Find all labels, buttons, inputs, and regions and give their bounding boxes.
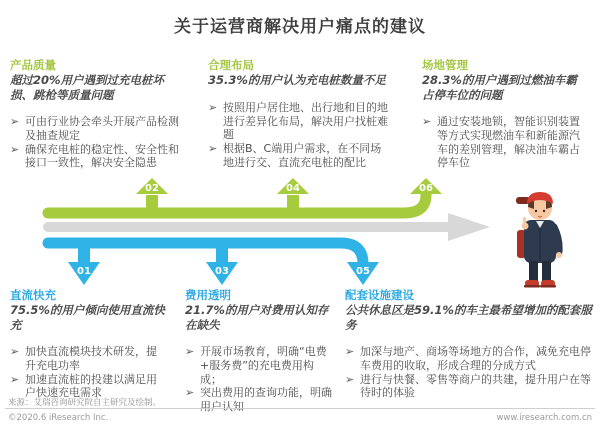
timeline-number-03: 03	[215, 266, 229, 277]
section-heading: 直流快充	[10, 288, 56, 302]
list-item-text: 加速直流桩的投建以满足用户快速充电需求	[25, 372, 157, 400]
section-heading: 场地管理	[422, 58, 468, 72]
copyright-text: ©2020.6 iResearch Inc.	[8, 413, 109, 423]
list-item	[185, 386, 335, 414]
section-stat: 35.3%的用户认为充电桩数量不足	[208, 73, 386, 88]
timeline-number-02: 02	[145, 183, 159, 194]
footer-divider	[5, 408, 595, 409]
section-product-quality	[10, 58, 180, 170]
page-title: 关于运营商解决用户痛点的建议	[174, 17, 426, 37]
arrow-bullet-icon: ➢	[185, 345, 195, 359]
person-leg	[529, 261, 538, 282]
person-eye	[543, 210, 545, 212]
list-item-text: 根据B、C端用户需求，在不同场地进行交、直流充电桩的配比	[223, 142, 382, 169]
gray-arrowhead	[448, 213, 490, 241]
section-stat: 公共休息区是59.1%的车主最希望增加的配套服务	[345, 303, 592, 332]
section-stat: 28.3%的用户遇到过燃油车霸占停车位的问题	[422, 73, 577, 102]
website-url: www.iresearch.com.cn	[496, 413, 592, 423]
list-item	[10, 143, 180, 171]
section-reasonable-layout	[208, 58, 392, 170]
section-site-management	[422, 58, 586, 170]
section-fee-transparency	[185, 288, 335, 414]
timeline-number-04: 04	[286, 183, 300, 194]
list-item	[208, 142, 392, 170]
green-bar	[48, 195, 426, 213]
list-item-text: 可由行业协会牵头开展产品检测及抽查规定	[25, 115, 179, 142]
timeline-number-01: 01	[77, 266, 91, 277]
list-item	[10, 345, 166, 373]
list-item-text: 通过安装地锁，智能识别装置等方式实现燃油车和新能源汽车的差别管理，解决油车霸占停车位	[437, 115, 580, 170]
person-leg	[542, 261, 551, 282]
list-item	[345, 345, 595, 373]
section-heading: 产品质量	[10, 58, 56, 72]
arrow-bullet-icon: ➢	[10, 115, 20, 129]
timeline-number-06: 06	[419, 183, 433, 194]
list-item-text: 按照用户居住地、出行地和目的地进行差异化布局，解决用户找桩难题	[223, 100, 388, 142]
arrow-bullet-icon: ➢	[10, 142, 20, 156]
list-item-text: 突出费用的查询功能，明确用户认知	[200, 386, 332, 414]
arrow-bullet-icon: ➢	[345, 372, 355, 386]
timeline-number-05: 05	[356, 266, 370, 277]
section-stat: 75.5%的用户倾向使用直流快充	[10, 303, 165, 332]
list-item	[185, 345, 335, 386]
list-item	[10, 115, 180, 143]
list-item-text: 加深与地产、商场等场地方的合作，减免充电停车费用的收取，形成合理的分成方式	[360, 345, 591, 372]
section-heading: 费用透明	[185, 288, 231, 302]
section-dc-fast-charging	[10, 288, 166, 400]
person-hand-right	[556, 252, 562, 258]
list-item	[208, 101, 392, 142]
arrow-bullet-icon: ➢	[208, 142, 218, 155]
section-supporting-facilities	[345, 288, 595, 400]
list-item-text: 确保充电桩的稳定性、安全性和接口一致性，解决安全隐患	[25, 142, 179, 170]
list-item-text: 加快直流模块技术研发，提升充电功率	[25, 345, 157, 372]
section-heading: 配套设施建设	[345, 288, 414, 302]
person-hand-left	[522, 223, 529, 230]
list-item	[345, 373, 595, 401]
list-item-text: 开展市场教育，明确“电费+服务费”的充电费用构成；	[200, 345, 327, 386]
source-note: 来源：艾瑞咨询研究院自主研究及绘制。	[8, 398, 162, 408]
section-stat: 超过20%用户遇到过充电桩坏损、跳枪等质量问题	[10, 73, 165, 102]
person-illustration	[516, 192, 562, 288]
list-item	[422, 115, 586, 170]
timeline-blue-track	[48, 243, 379, 285]
list-item-text: 进行与快餐、零售等商户的共建，提升用户在等待时的体验	[360, 372, 591, 400]
person-eye	[535, 210, 537, 212]
arrow-bullet-icon: ➢	[10, 345, 20, 359]
section-stat: 21.7%的用户对费用认知存在缺失	[185, 303, 329, 332]
arrow-bullet-icon: ➢	[185, 386, 195, 400]
arrow-bullet-icon: ➢	[208, 100, 218, 114]
arrow-bullet-icon: ➢	[422, 115, 432, 129]
arrow-bullet-icon: ➢	[10, 372, 20, 386]
arrow-bullet-icon: ➢	[345, 345, 355, 359]
timeline-graphic	[0, 175, 600, 295]
section-heading: 合理布局	[208, 58, 254, 72]
blue-bar	[48, 243, 363, 264]
timeline-green-track	[48, 178, 442, 213]
